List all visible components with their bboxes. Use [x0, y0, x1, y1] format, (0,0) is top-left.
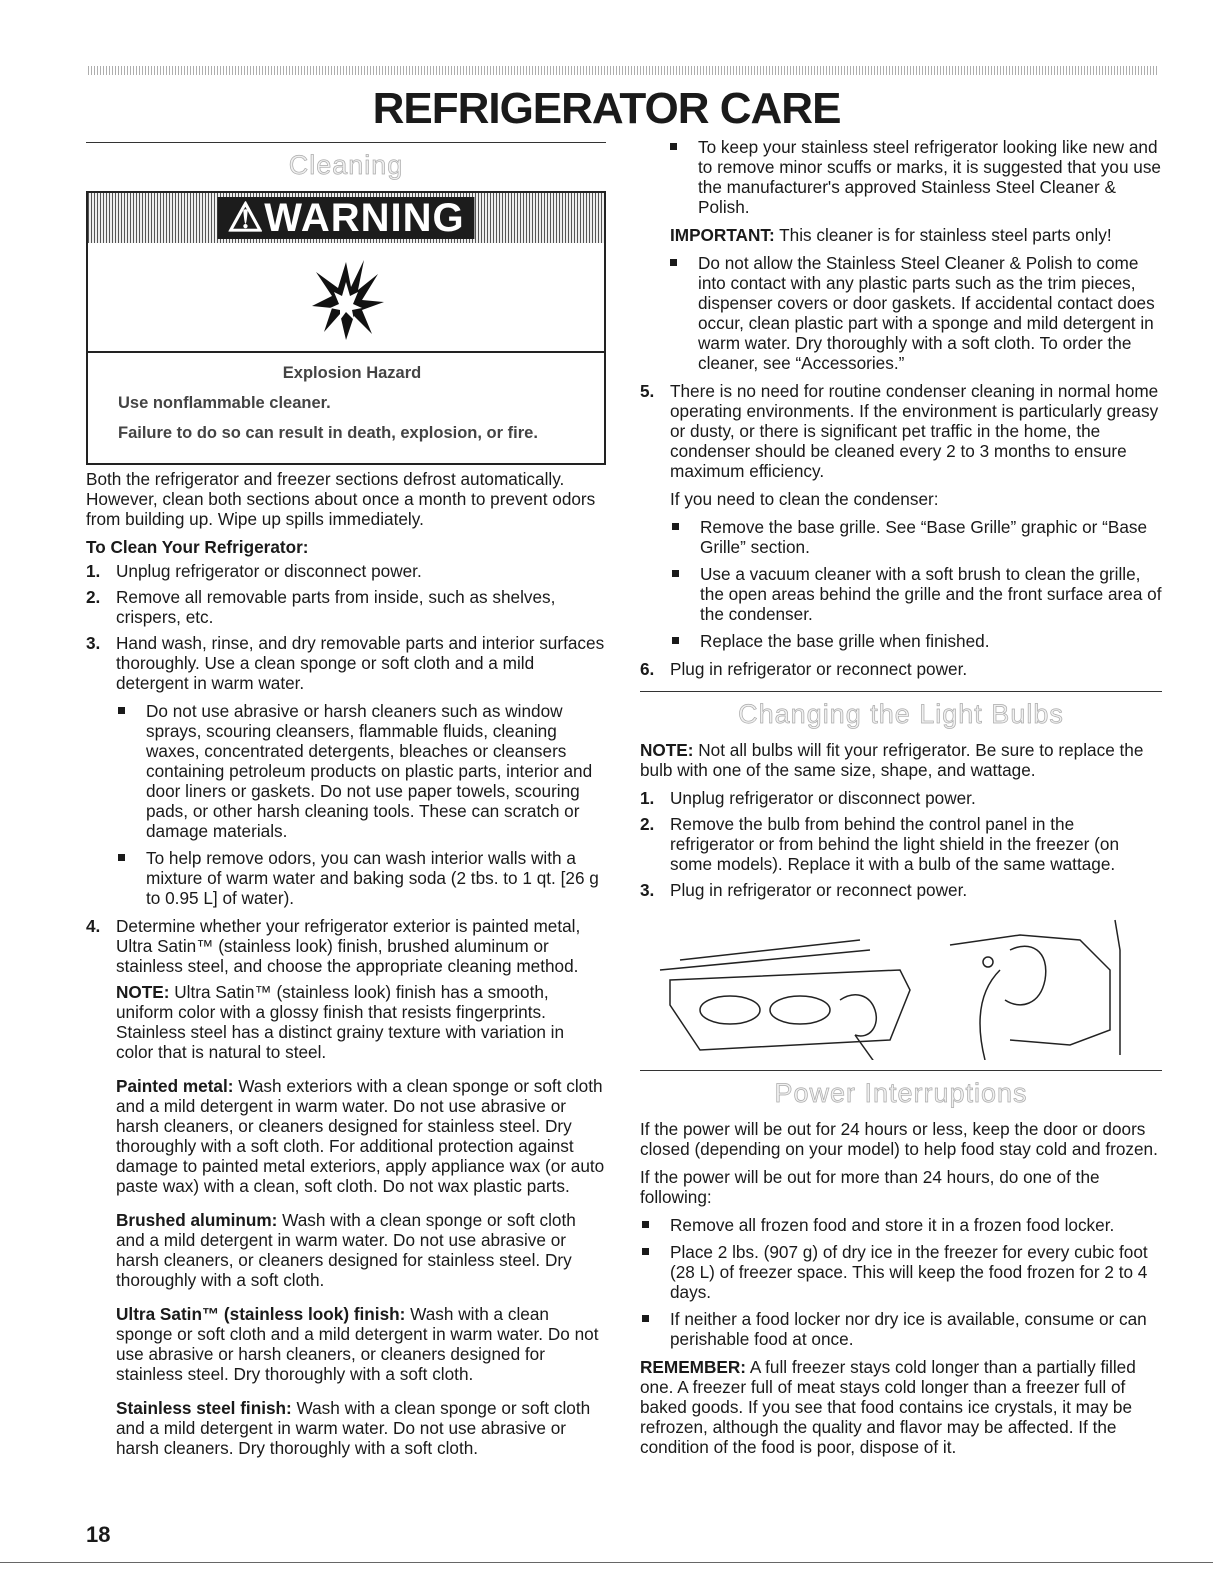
hazard-title: Explosion Hazard	[282, 364, 422, 382]
note: NOTE: Ultra Satin™ (stainless look) finish has a smooth, uniform color with a glossy finish that resists fingerprints. Stainless steel has a distinct grainy texture with variation in color that is natural to steel.	[116, 982, 565, 1062]
hazard-line-2: Failure to do so can result in death, explosion, or fire.	[118, 424, 538, 442]
step3-bullets	[116, 701, 606, 908]
important-note: IMPORTANT: This cleaner is for stainless steel parts only!	[670, 225, 1112, 245]
bulbs-heading: Changing the Light Bulbs	[738, 699, 1064, 729]
condenser-steps	[640, 381, 1162, 679]
power-p1: If the power will be out for 24 hours or less, keep the door or doors closed (depending on your model) to help food stay cold and frozen.	[640, 1119, 1158, 1159]
warning-text	[88, 353, 604, 463]
finish-stainless: Stainless steel finish: Wash with a clean sponge or soft cloth and a mild detergent in warm water. Do not use abrasive or harsh cleaners. Dry thoroughly with a soft cloth.	[116, 1398, 591, 1458]
step-item: 1. Unplug refrigerator or disconnect power.	[86, 561, 422, 581]
left-column	[86, 142, 606, 1466]
bullet-item: Do not allow the Stainless Steel Cleaner & Polish to come into contact with any plastic parts such as the trim pieces, dispenser covers or door gaskets. If accidental contact does occur, clean plastic part with a sponge and mild detergent in warm water. Dry thoroughly with a soft cloth. To order the cleaner, see “Accessories.”	[668, 253, 1162, 373]
warning-header	[88, 193, 604, 243]
cleaning-steps	[86, 561, 606, 976]
step-item: 6. Plug in refrigerator or reconnect power.	[640, 659, 968, 679]
step-item: 3. Hand wash, rinse, and dry removable parts and interior surfaces thoroughly. Use a clean sponge or soft cloth and a mild detergent in warm water. Do not use abrasive or harsh cleaners such as window sprays, scouring cleansers, flammable fluids, cleaning waxes, concentrated detergents, bleaches or cleansers containing petroleum products on plastic parts, interior and door liners or gaskets. Do not use paper towels, scouring pads, or other harsh cleaning tools. These can scratch or damage materials. To help remove odors, you can wash interior walls with a mixture of warm water and baking soda (2 tbs. to 1 qt. [26 g to 0.95 L] of water).	[86, 633, 605, 908]
step-item: 2. Remove all removable parts from inside, such as shelves, crispers, etc.	[86, 587, 556, 627]
stainless-bullets	[640, 137, 1162, 217]
condenser-intro: If you need to clean the condenser:	[670, 489, 939, 509]
bullet-item: To keep your stainless steel refrigerator looking like new and to remove minor scuffs or marks, it is suggested that you use the manufacturer's approved Stainless Steel Cleaner & Polish.	[668, 137, 1162, 217]
cleaning-intro: Both the refrigerator and freezer sections defrost automatically. However, clean both sections about once a month to prevent odors from building up. Wipe up spills immediately.	[86, 469, 596, 529]
condenser-bullets	[670, 517, 1162, 651]
finish-painted: Painted metal: Wash exteriors with a clean sponge or soft cloth and a mild detergent in warm water. Do not use abrasive or harsh cleaners, or cleaners designed for stainless steel. Dry thoroughly with a soft cloth. For additional protection against damage to painted metal exteriors, apply appliance wax (or auto paste wax) with a clean, soft cloth. Do not wax plastic parts.	[116, 1076, 605, 1196]
page-number: 18	[86, 1522, 111, 1547]
bullet-item: Replace the base grille when finished.	[670, 631, 1162, 651]
bullet-item: Remove the base grille. See “Base Grille” graphic or “Base Grille” section.	[670, 517, 1162, 557]
power-p2: If the power will be out for more than 24 hours, do one of the following:	[640, 1167, 1100, 1207]
step-item: 2. Remove the bulb from behind the control panel in the refrigerator or from behind the light shield in the freezer (on some models). Replace it with a bulb of the same wattage.	[640, 814, 1120, 874]
clean-subheading: To Clean Your Refrigerator:	[86, 537, 309, 557]
power-heading: Power Interruptions	[774, 1078, 1028, 1108]
section-rule	[86, 142, 606, 143]
right-column	[640, 137, 1162, 1465]
bulbs-note: NOTE: Not all bulbs will fit your refrigerator. Be sure to replace the bulb with one of the same size, shape, and wattage.	[640, 740, 1144, 780]
warning-label: ⚠WARNING	[217, 197, 474, 239]
step-item: 4. Determine whether your refrigerator exterior is painted metal, Ultra Satin™ (stainless look) finish, brushed aluminum or stainless steel, and choose the appropriate cleaning method.	[86, 916, 581, 976]
header-band	[88, 66, 1158, 75]
finish-notes	[86, 982, 606, 1458]
step-item: 3. Plug in refrigerator or reconnect power.	[640, 880, 968, 900]
bullet-item: Do not use abrasive or harsh cleaners such as window sprays, scouring cleansers, flammable fluids, cleaning waxes, concentrated detergents, bleaches or cleansers containing petroleum products on plastic parts, interior and door liners or gaskets. Do not use paper towels, scouring pads, or other harsh cleaning tools. These can scratch or damage materials.	[116, 701, 606, 841]
finish-aluminum: Brushed aluminum: Wash with a clean sponge or soft cloth and a mild detergent in warm water. Do not use abrasive or harsh cleaners, or cleaners designed for stainless steel. Dry thoroughly with a soft cloth.	[116, 1210, 576, 1290]
footer-rule	[0, 1562, 1213, 1563]
bullet-item: Remove all frozen food and store it in a frozen food locker.	[640, 1215, 1162, 1235]
step-item: 1. Unplug refrigerator or disconnect power.	[640, 788, 976, 808]
hazard-line-1: Use nonflammable cleaner.	[118, 394, 331, 412]
section-rule	[640, 1070, 1162, 1071]
bulb-illustration	[640, 910, 1162, 1060]
remember-note: REMEMBER: A full freezer stays cold longer than a partially filled one. A freezer full of meat stays cold longer than a freezer full of baked goods. If you see that food contains ice crystals, it may be refrozen, although the quality and flavor may be affected. If the condition of the food is poor, dispose of it.	[640, 1357, 1136, 1457]
step-item: 5. There is no need for routine condenser cleaning in normal home operating environments. If the environment is particularly greasy or dusty, or there is significant pet traffic in the home, the condenser should be cleaned every 2 to 3 months to ensure maximum efficiency. If you need to clean the condenser: Remove the base grille. See “Base Grille” graphic or “Base Grille” section. Use a vacuum cleaner with a soft brush to clean the grille, the open areas behind the grille and the front surface area of the condenser. Replace the base grille when finished.	[640, 381, 1162, 651]
bulb-steps	[640, 788, 1162, 900]
bullet-item: To help remove odors, you can wash interior walls with a mixture of warm water and baking soda (2 tbs. to 1 qt. [26 g to 0.95 L] of water).	[116, 848, 606, 908]
explosion-icon	[88, 243, 604, 353]
important-bullets	[640, 253, 1162, 373]
section-rule	[640, 691, 1162, 692]
page-title: REFRIGERATOR CARE	[372, 84, 841, 133]
warning-box	[86, 191, 606, 465]
bullet-item: Use a vacuum cleaner with a soft brush to clean the grille, the open areas behind the grille and the front surface area of the condenser.	[670, 564, 1162, 624]
power-bullets	[640, 1215, 1162, 1349]
light-bulb-replacement-drawing	[640, 910, 1162, 1060]
bullet-item: If neither a food locker nor dry ice is available, consume or can perishable food at once.	[640, 1309, 1162, 1349]
bullet-item: Place 2 lbs. (907 g) of dry ice in the freezer for every cubic foot (28 L) of freezer space. This will keep the food frozen for 2 to 4 days.	[640, 1242, 1162, 1302]
finish-ultra-satin: Ultra Satin™ (stainless look) finish: Wash with a clean sponge or soft cloth and a mild detergent in warm water. Do not use abrasive or harsh cleaners, or cleaners designed for stainless steel. Dry thoroughly with a soft cloth.	[116, 1304, 599, 1384]
cleaning-heading: Cleaning	[288, 150, 404, 180]
